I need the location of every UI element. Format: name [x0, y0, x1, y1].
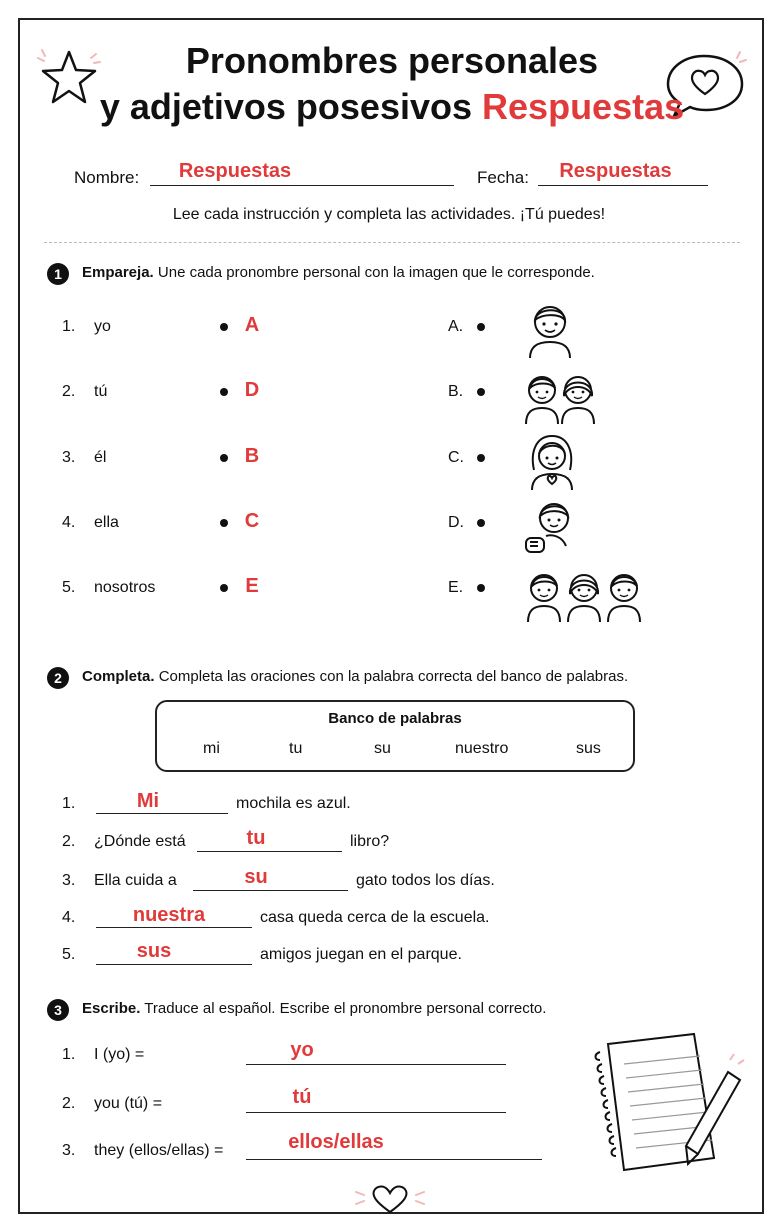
section-1-heading — [82, 264, 595, 281]
match-answer: E — [245, 575, 259, 597]
translate-prompt: you (tú) = — [94, 1095, 163, 1112]
match-item-number: 4. — [62, 514, 76, 531]
translate-answer[interactable]: yo — [290, 1039, 314, 1061]
section-divider — [44, 242, 740, 243]
name-field[interactable]: Respuestas — [178, 160, 292, 182]
match-dot-right[interactable] — [477, 454, 485, 462]
match-dot-right[interactable] — [477, 584, 485, 592]
match-item-number: 1. — [62, 318, 76, 335]
section-3-bold: Escribe. — [82, 1000, 141, 1017]
pointing-boy-icon — [522, 496, 578, 558]
date-label: Fecha: — [477, 168, 529, 187]
bank-word: su — [374, 740, 391, 757]
section-2-text: Completa las oraciones con la palabra correcta del banco de palabras. — [158, 668, 629, 685]
match-letter: E. — [448, 579, 464, 596]
sentence-number: 2. — [62, 833, 76, 850]
translate-answer[interactable]: ellos/ellas — [288, 1131, 384, 1153]
name-label: Nombre: — [74, 168, 140, 187]
sentence-text: ¿Dónde está — [94, 833, 186, 850]
blank-line — [193, 889, 348, 891]
three-children-icon — [524, 568, 644, 624]
date-field[interactable]: Respuestas — [559, 160, 672, 182]
title-text: y adjetivos posesivos — [99, 86, 473, 127]
translate-answer[interactable]: tú — [292, 1086, 312, 1108]
translate-number: 2. — [62, 1095, 76, 1112]
sentence-answer[interactable]: Mi — [136, 790, 160, 812]
sentence-answer[interactable]: su — [244, 866, 268, 888]
section-3-text: Traduce al español. Escribe el pronombre personal correcto. — [144, 1000, 547, 1017]
blank-line — [197, 850, 342, 852]
bank-word: nuestro — [455, 740, 509, 757]
bank-word: tu — [289, 740, 303, 757]
match-item-word: yo — [94, 318, 111, 335]
blank-line — [246, 1111, 506, 1113]
word-bank-title: Banco de palabras — [328, 710, 462, 727]
title-answers-tag: Respuestas — [482, 86, 685, 127]
match-letter: D. — [448, 514, 464, 531]
heart-icon — [350, 1182, 430, 1216]
sentence-text: casa queda cerca de la escuela. — [260, 909, 490, 926]
title-line-1: Pronombres personales — [185, 40, 599, 81]
bank-word: mi — [203, 740, 220, 757]
blank-line — [96, 963, 252, 965]
translate-number: 1. — [62, 1046, 76, 1063]
section-2-number: 2 — [47, 667, 69, 689]
translate-prompt: they (ellos/ellas) = — [94, 1142, 224, 1159]
sentence-number: 4. — [62, 909, 76, 926]
match-dot-left[interactable] — [220, 454, 228, 462]
sentence-text: mochila es azul. — [236, 795, 351, 812]
match-letter: C. — [448, 449, 464, 466]
section-1-text: Une cada pronombre personal con la imagen que le corresponde. — [157, 264, 595, 281]
match-answer: B — [244, 445, 260, 467]
match-answer: A — [244, 314, 260, 336]
section-3-heading — [82, 1000, 546, 1017]
bank-word: sus — [576, 740, 601, 757]
match-dot-left[interactable] — [220, 388, 228, 396]
match-dot-right[interactable] — [477, 323, 485, 331]
section-2-heading — [82, 668, 628, 685]
section-1-number: 1 — [47, 263, 69, 285]
match-dot-left[interactable] — [220, 323, 228, 331]
title-line-2 — [0, 86, 784, 128]
match-item-word: tú — [94, 383, 108, 400]
boy-icon — [524, 300, 576, 360]
match-dot-left[interactable] — [220, 584, 228, 592]
match-answer: D — [244, 379, 260, 401]
match-dot-left[interactable] — [220, 519, 228, 527]
match-item-number: 2. — [62, 383, 76, 400]
match-item-word: nosotros — [94, 579, 156, 596]
match-item-number: 3. — [62, 449, 76, 466]
sentence-answer[interactable]: sus — [136, 940, 172, 962]
match-item-word: él — [94, 449, 107, 466]
section-2-bold: Completa. — [82, 668, 155, 685]
match-answer: C — [244, 510, 260, 532]
date-line — [538, 184, 708, 186]
notebook-pencil-icon — [590, 1030, 750, 1176]
sentence-answer[interactable]: tu — [246, 827, 266, 849]
translate-number: 3. — [62, 1142, 76, 1159]
sentence-text: gato todos los días. — [356, 872, 495, 889]
girl-icon — [524, 430, 580, 492]
two-children-icon — [522, 370, 600, 426]
match-item-word: ella — [94, 514, 119, 531]
match-item-number: 5. — [62, 579, 76, 596]
blank-line — [246, 1063, 506, 1065]
name-line — [150, 184, 454, 186]
blank-line — [246, 1158, 542, 1160]
sentence-text: amigos juegan en el parque. — [260, 946, 462, 963]
sentence-number: 1. — [62, 795, 76, 812]
sentence-answer[interactable]: nuestra — [132, 904, 206, 926]
match-letter: A. — [448, 318, 464, 335]
sentence-text: libro? — [350, 833, 390, 850]
match-letter: B. — [448, 383, 464, 400]
sentence-number: 5. — [62, 946, 76, 963]
match-dot-right[interactable] — [477, 388, 485, 396]
sentence-number: 3. — [62, 872, 76, 889]
match-dot-right[interactable] — [477, 519, 485, 527]
section-3-number: 3 — [47, 999, 69, 1021]
instruction-text: Lee cada instrucción y completa las actividades. ¡Tú puedes! — [172, 206, 606, 223]
section-1-bold: Empareja. — [82, 264, 154, 281]
sentence-text: Ella cuida a — [94, 872, 177, 889]
translate-prompt: I (yo) = — [94, 1046, 145, 1063]
